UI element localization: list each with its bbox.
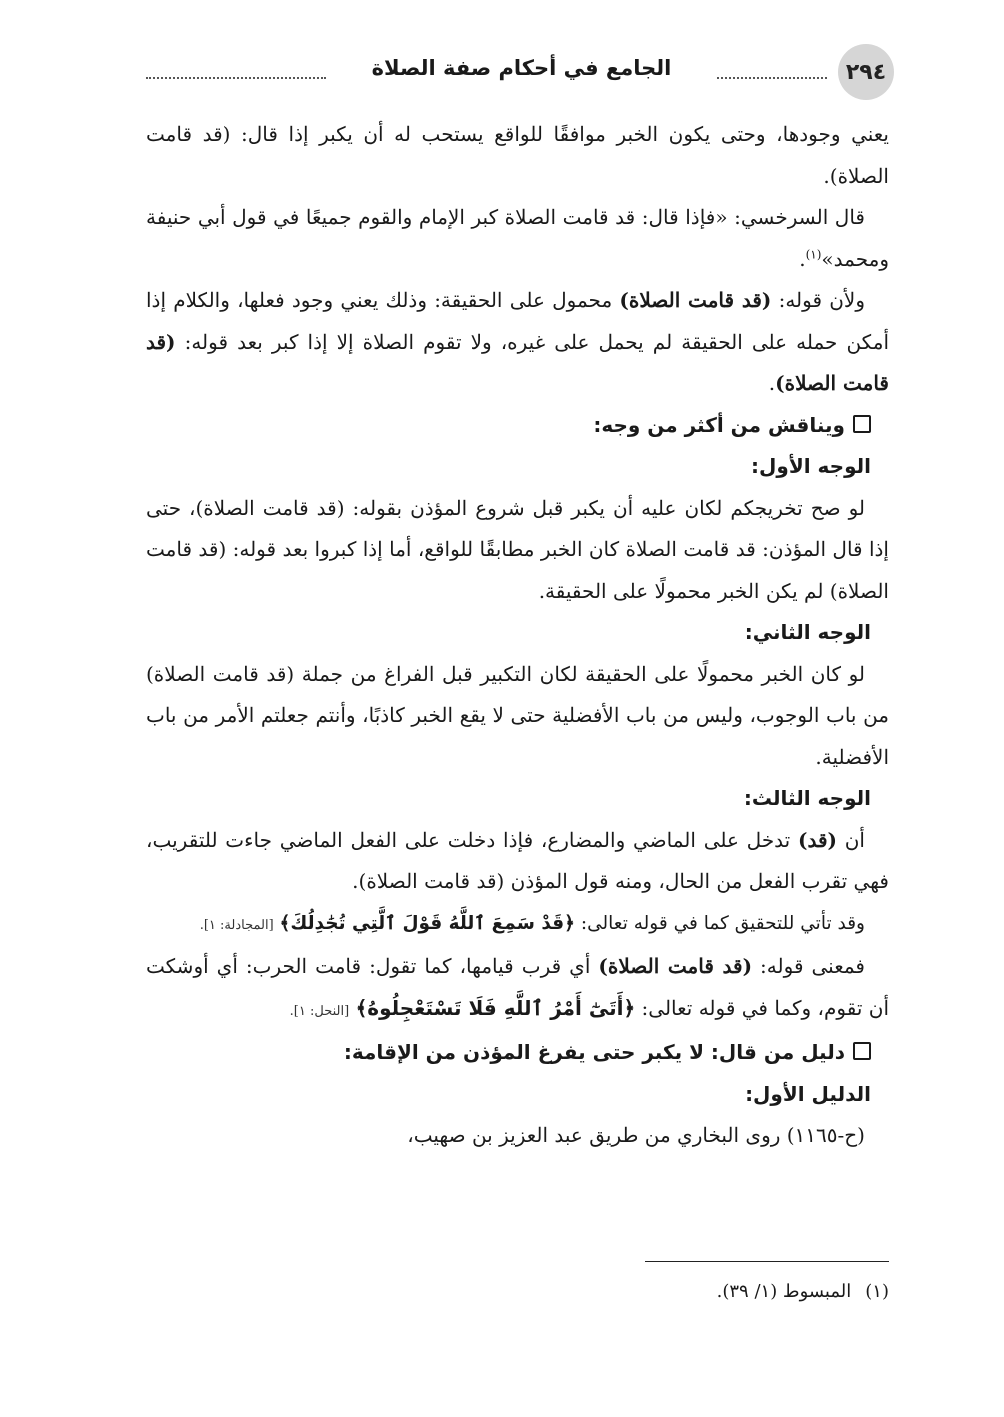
checkbox-square-icon xyxy=(853,1042,871,1060)
text: تدخل على الماضي والمضارع، فإذا دخلت على الفعل الماضي جاءت للتقريب، فهي تقرب الفعل من الحال، ومنه قول المؤذن (قد قامت الصلاة). xyxy=(146,827,889,893)
section-heading xyxy=(146,405,889,447)
paragraph-sarakhsi-quote: قال السرخسي: «فإذا قال: قد قامت الصلاة كبر الإمام والقوم جميعًا في قول أبي حنيفة ومحمد»$^{(١)}$. xyxy=(146,205,889,271)
bold-phrase: (قد) xyxy=(798,827,837,852)
verse-reference: [النحل: ١]. xyxy=(289,1003,350,1019)
paragraph: ولأن قوله: (قد قامت الصلاة) محمول على الحقيقة: وذلك يعني وجود فعلها، والكلام إذا أمكن حمله على الحقيقة لم يحمل على غيره، ولا تقوم الصلاة إلا إذا كبر بعد قوله: (قد قامت الصلاة). xyxy=(146,288,889,395)
page-number: ٢٩٤ xyxy=(838,44,894,100)
quran-verse: ﴿قَدْ سَمِعَ ٱللَّهُ قَوْلَ ٱلَّتِي تُجَٰدِلُكَ﴾ xyxy=(279,912,575,934)
text: ولأن قوله: xyxy=(771,288,865,312)
bold-phrase: (قد قامت الصلاة) xyxy=(598,954,753,978)
footnote xyxy=(717,1279,889,1305)
text: محمول على الحقيقة: وذلك يعني وجود فعلها، والكلام إذا أمكن حمله على الحقيقة لم يحمل على غيره، ولا تقوم الصلاة إلا إذا كبر بعد قوله: xyxy=(146,288,889,354)
page-header xyxy=(146,44,889,100)
text: أي قرب قيامها، كما تقول: قامت الحرب: أي أوشكت أن تقوم، وكما في قوله تعالى: xyxy=(146,954,889,1020)
heading-text: ويناقش من أكثر من وجه: xyxy=(593,412,845,437)
paragraph xyxy=(146,820,889,903)
footnote-marker: (١) xyxy=(805,246,822,261)
footnote-number: (١) xyxy=(865,1281,889,1302)
paragraph-hadith: (ح-١١٦٥) روى البخاري من طريق عبد العزيز بن صهيب، xyxy=(407,1123,865,1147)
text: فمعنى قوله: xyxy=(752,954,865,978)
page-body xyxy=(146,114,889,1157)
bold-phrase: (قد قامت الصلاة) xyxy=(619,288,772,312)
paragraph: يعني وجودها، وحتى يكون الخبر موافقًا للواقع يستحب له أن يكبر إذا قال: (قد قامت الصلاة). xyxy=(146,122,889,188)
header-dotted-rule-right xyxy=(717,77,827,79)
quote-text: قال السرخسي: «فإذا قال: قد قامت الصلاة كبر الإمام والقوم جميعًا في قول أبي حنيفة ومحمد» xyxy=(146,205,889,271)
header-dotted-rule-left xyxy=(146,77,326,79)
bold-phrase: (قد قامت الصلاة) xyxy=(146,329,889,395)
checkbox-square-icon xyxy=(853,415,871,433)
running-title: الجامع في أحكام صفة الصلاة xyxy=(371,56,672,80)
subheading: الوجه الثالث: xyxy=(743,786,871,810)
subheading: الدليل الأول: xyxy=(745,1081,871,1106)
footnote-separator xyxy=(645,1261,889,1262)
text: أن xyxy=(837,827,865,852)
paragraph-quran-citation xyxy=(146,903,889,947)
section-heading xyxy=(146,1032,889,1074)
paragraph-quran-citation xyxy=(146,946,889,1032)
page xyxy=(146,0,889,1417)
paragraph: لو صح تخريجكم لكان عليه أن يكبر قبل شروع المؤذن بقوله: (قد قامت الصلاة)، حتى إذا قال المؤذن: قد قامت الصلاة كان الخبر مطابقًا للواقع، أما إذا كبروا بعد قوله: (قد قامت الصلاة) لم يكن الخبر محمولًا على الحقيقة. xyxy=(146,495,889,603)
quran-verse: ﴿أَتَىٰٓ أَمْرُ ٱللَّهِ فَلَا تَسْتَعْجِلُوهُ﴾ xyxy=(355,995,636,1020)
footnote-text: المبسوط (١/ ٣٩). xyxy=(716,1281,852,1302)
paragraph: لو كان الخبر محمولًا على الحقيقة لكان التكبير قبل الفراغ من جملة (قد قامت الصلاة) من باب الوجوب، وليس من باب الأفضلية حتى لا يقع الخبر كاذبًا، وأنتم جعلتم الأمر من باب الأفضلية. xyxy=(146,661,889,769)
heading-text: دليل من قال: لا يكبر حتى يفرغ المؤذن من الإقامة: xyxy=(343,1040,845,1064)
verse-reference: [المجادلة: ١]. xyxy=(199,917,274,933)
subheading: الوجه الأول: xyxy=(751,454,871,478)
subheading: الوجه الثاني: xyxy=(744,620,871,644)
text: وقد تأتي للتحقيق كما في قوله تعالى: xyxy=(574,912,865,934)
